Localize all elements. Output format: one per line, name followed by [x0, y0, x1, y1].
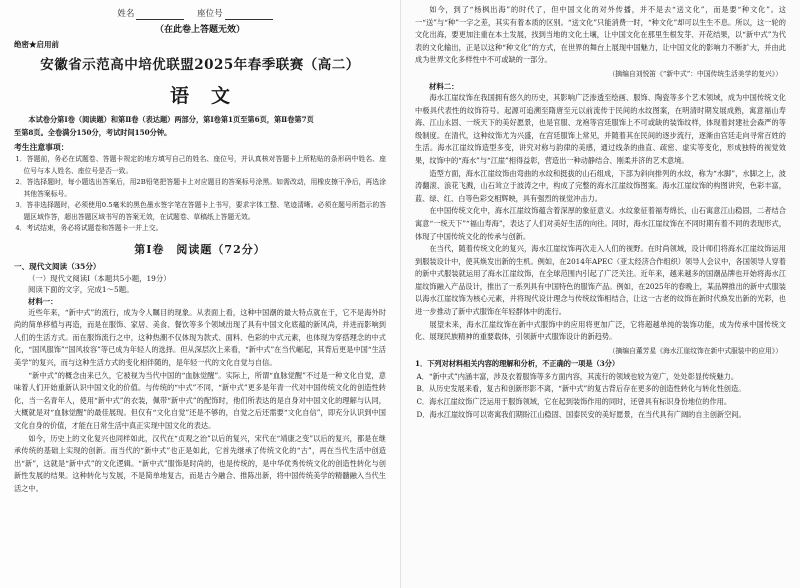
seat-label: 座位号 — [197, 9, 223, 19]
right-page — [400, 0, 800, 588]
subject-title: 语文 — [169, 85, 252, 107]
note-item: 4．考试结束，务必将试题卷和答题卡一并上交。 — [15, 224, 163, 233]
exam-title: 安徽省示范高中培优联盟2025年春季联赛（高二） — [40, 57, 360, 73]
name-label: 姓名 — [117, 9, 135, 19]
body-paragraph: “新中式”的概念由来已久，它被视为当代中国的“血脉觉醒”。实际上，所谓“血脉觉醒”不过是一种文化自觉，意味着人们开始重新认识中国文化的价值。与传统的“中式”不同，“新中式”更多是年青一代对中国传统文化的创造性转化，当一名青年人，使用“新中式”的衣装，佩带“新中式”的配饰时，他们所表达的是自身对中国文化的理解与认同，大概就是对“血脉觉醒”的最佳展现。但仅有“文化自觉”还是不够的，自觉之后还需要“文化自信”，即充分认识到中国文化自身的价值，才能在日常生活中真正实现中国文化的表达。 — [14, 370, 386, 431]
sub-heading: （一）现代文阅读Ⅰ（本题共5小题，19分） — [28, 273, 171, 283]
name-blank — [136, 10, 184, 20]
material-2-label: 材料二： — [429, 81, 459, 91]
source-citation-2: （摘编自董芳星《海水江崖纹饰在新中式服装中的应用》） — [608, 346, 782, 355]
read-instruction: 阅读下面的文字，完成1～5题。 — [28, 284, 134, 294]
body-paragraph: 展望未来，海水江崖纹饰在新中式服饰中的应用将更加广泛，它将超越单纯的装饰功能，成为传承中国传统文化、展现民族精神的重要载体，引领新中式服饰设计的新趋势。 — [415, 319, 786, 342]
section-heading: 一、现代文阅读（35分） — [14, 261, 101, 271]
question-1-stem: 1．下列对材料相关内容的理解和分析，不正确的一项是（3分） — [415, 358, 620, 368]
question-option-c: C．海水江崖纹饰广泛运用于服饰领域，它在起到装饰作用的同时，还曾具有标识身份地位的作用。 — [416, 397, 732, 407]
question-option-a: A．“新中式”内涵丰富，涉及衣着服饰等多方面内容，其流行的领域也较为宽广，处处彰显传统魅力。 — [416, 371, 739, 381]
material-1-label: 材料一： — [28, 296, 58, 306]
body-paragraph: 造型方面，海水江崖纹饰由弯曲的水纹和挺拔的山石组成，下部为斜向排列的水纹，称为“水脚”，水脚之上，波涛翻滚、浪花飞溅，山石耸立于波涛之中，构成了完整的海水江崖纹饰图案。海水江崖纹饰的构图讲究，色彩丰富，蓝、绿、红、白等色彩交相辉映，具有强烈的视觉冲击力。 — [415, 168, 786, 203]
secret-mark: 绝密★启用前 — [14, 40, 59, 49]
notes-heading: 考生注意事项： — [14, 143, 69, 153]
intro-line-2: 至第8页。全卷满分150分，考试时间150分钟。 — [14, 127, 172, 137]
body-paragraph: 如今，历史上的文化复兴也同样如此，汉代在“贞观之治”以后的复兴，宋代在“靖康之变”以后的复兴，都是在继承传统的基础上实现的创新。而当代的“新中式”也正是如此，它首先继承了传统文化的“古”，再在当代生活中创造出“新”，这就是“新中式”的文化逻辑。“新中式”服饰是时尚的，也是传统的，是中华优秀传统文化的创造性转化与创新性发展的结果。这种转化与发展，不是简单地复古，而是古今融合、推陈出新，将中国传统美学的精髓融入当代生活之中。 — [14, 433, 386, 493]
part-title: 第Ⅰ卷 阅读题（72分） — [134, 242, 266, 256]
note-item: 2．答选择题时，每小题选出答案后，用2B铅笔把答题卡上对应题目的答案标号涂黑。如需改动，用橡皮擦干净后，再选涂其他答案标号。 — [15, 178, 386, 198]
question-option-b: B．从历史发展来看，复古和创新形影不离，“新中式”的复古背后存在更多的创造性转化与转化性创造。 — [416, 384, 746, 394]
body-paragraph: 海水江崖纹饰在我国拥有悠久的历史，其影响广泛渗透至绘画、服饰、陶瓷等多个艺术领域，成为中国传统文化中极具代表性的纹饰符号。起源可追溯至隋唐至元以前流传于民间的水纹图案，在明清时期发展成熟，寓意福山寿海、江山永固、一统天下的美好愿景，也是官服、龙袍等宫廷服饰上不可或缺的装饰纹样，体现着封建社会森严的等级制度。在清代，这种纹饰尤为兴盛，在宫廷服饰上常见，并随着其在民间的逐步流行，逐渐由宫廷走向寻常百姓的生活。海水江崖纹饰造型多变，讲究对称与韵律的美感，通过线条的曲直、疏密、虚实等变化，形成独特的视觉效果，纹饰中的“海水”与“江崖”相得益彰，营造出一种动静结合、刚柔并济的艺术意境。 — [415, 92, 786, 165]
note-item: 1．答题前，务必在试题卷、答题卡规定的地方填写自己的姓名、座位号，并认真核对答题卡上所粘贴的条形码中姓名、座位号与本人姓名、座位号是否一致。 — [15, 155, 386, 175]
answer-notice: （在此卷上答题无效） — [154, 25, 245, 35]
body-paragraph: 近些年来，“新中式”的流行，成为令人瞩目的现象。从表面上看，这种中国潮的最大特点就在于，它不是海外时尚的简单移植与再造，而是在服饰、家居、美食、餐饮等多个领域出现了具有中国文化底蕴的新风尚，并进而影响到人们的生活方式。而在服饰流行之中，这种热潮不仅体现为款式、面料、色彩的中式元素，也体现为穿搭理念的中式化，“国风服饰”“国风妆容”等已成为年轻人的选择。但从深层次上来看，“新中式”在当代崛起，其背后更是中国“生活美学”的复兴，而与这种生活方式的变化相伴随的，是年轻一代的文化自觉与自信。 — [14, 307, 386, 368]
name-seat-row — [14, 8, 386, 20]
body-paragraph: 在当代，随着传统文化的复兴，海水江崖纹饰再次走入人们的视野。在时尚领域，设计师们将海水江崖纹饰运用到服装设计中，使其焕发出新的生机。例如，在2014年APEC（亚太经济合作组织）领导人会议中，各国领导人穿着的新中式服装就运用了海水江崖纹饰，在全球范围内引起了广泛关注。近年来，越来越多的国潮品牌也开始将海水江崖纹饰融入产品设计，推出了一系列具有中国特色的服饰产品。例如，在2025年的春晚上，某品牌推出的新中式服装以海水江崖纹饰为核心元素，并将现代设计理念与传统纹饰相结合，让这一古老的纹饰在新时代焕发出新的光彩，也进一步推动了新中式服饰在年轻群体中的流行。 — [415, 244, 786, 317]
seat-blank — [225, 10, 273, 20]
body-paragraph: 在中国传统文化中，海水江崖纹饰蕴含着深厚的象征意义。水纹象征着福寿绵长，山石寓意江山稳固，二者结合寓意“一统天下”“福山寿海”，表达了人们对美好生活的向往。同时，海水江崖纹饰在不同时期有着不同的表现形式，体现了中国传统文化的传承与创新。 — [415, 206, 786, 241]
body-paragraph: 如今，到了“杨枫出海”的时代了，但中国文化的对外传播，并不是去“送文化”，而是要“种文化”。这一“送”与“种”一字之差，其实有着本质的区别。“送文化”只能消费一时，“种文化”却可以生生不息。所以，这一轮的文化出海，要更加注重在本土发展，找到当地的文化土壤，让中国文化在那里生根发芽、开花结果，以“新中式”为代表的文化输出，正是以这种“种文化”的方式，在世界的舞台上展现中国魅力，让中国文化的影响力不断扩大，并由此成为世界文化多样性中不可或缺的一部分。 — [415, 5, 786, 65]
question-option-d: D．海水江崖纹饰可以寄寓我们期盼江山稳固、国泰民安的美好愿景，在当代具有广阔的自主创新空间。 — [416, 409, 746, 419]
note-item: 3．答非选择题时，必须使用0.5毫米的黑色墨水签字笔在答题卡上书写，要求字体工整、笔迹清晰。必须在题号所指示的答题区域作答，超出答题区域书写的答案无效，在试题卷、草稿纸上答题无效。 — [15, 201, 386, 221]
intro-line-1: 本试卷分第Ⅰ卷（阅读题）和第Ⅱ卷（表达题）两部分，第Ⅰ卷第1页至第6页，第Ⅱ卷第7页 — [28, 115, 314, 124]
source-citation-1: （摘编自刘悦笛《“新中式”：中国传统生活美学的复兴》） — [608, 69, 782, 78]
